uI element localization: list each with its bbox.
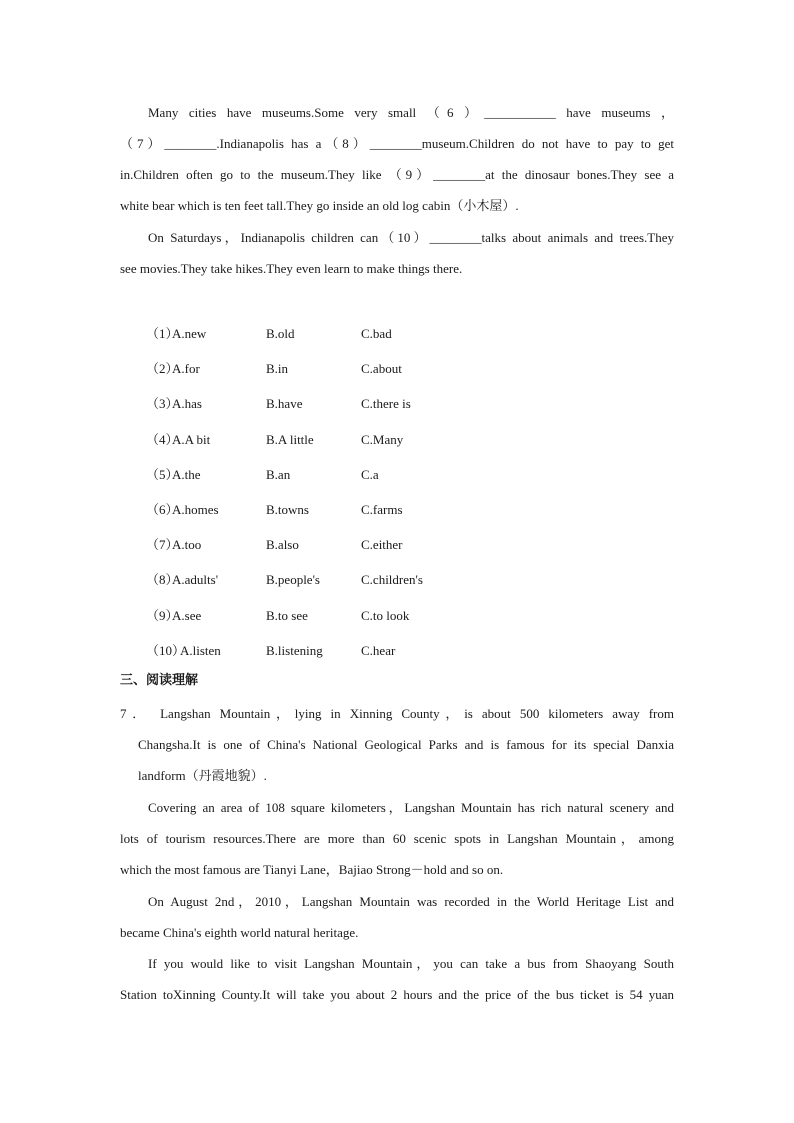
option-c: C.there is	[361, 396, 411, 412]
passage-line: white bear which is ten feet tall.They go inside an old log cabin（小木屋）.	[120, 198, 519, 213]
option-row	[146, 633, 466, 668]
passage-line: lots of tourism resources.There are more than 60 scenic spots in Langshan Mountain，among	[120, 831, 674, 846]
option-number: （1）	[146, 326, 179, 341]
option-a: A.A bit	[172, 431, 211, 447]
option-c: C.a	[361, 466, 379, 482]
option-b: B.A little	[266, 431, 314, 447]
passage-paragraph-3	[120, 792, 674, 885]
option-row	[146, 457, 466, 492]
passage-line: Changsha.It is one of China's National Geological Parks and is famous for its special Danxia	[138, 737, 674, 752]
option-c: C.either	[361, 537, 403, 553]
passage-paragraph-4	[120, 886, 674, 948]
option-number: （10）	[146, 642, 186, 658]
option-a: A.new	[172, 326, 207, 341]
option-row	[146, 386, 466, 421]
option-c: C.bad	[361, 326, 392, 341]
passage-line: Station toXinning County.It will take you about 2 hours and the price of the bus ticket is 54 yuan	[120, 987, 674, 1002]
option-number: （8）	[146, 572, 179, 588]
passage-line: On August 2nd，2010，Langshan Mountain was recorded in the World Heritage List and	[148, 894, 674, 909]
option-a: A.for	[172, 361, 200, 377]
option-row	[146, 316, 466, 351]
option-b: B.towns	[266, 501, 309, 517]
option-a: A.homes	[172, 501, 219, 517]
option-a: A.adults'	[172, 572, 219, 588]
passage-line: in.Children often go to the museum.They like （9）________at the dinosaur bones.They see a	[120, 167, 674, 182]
option-a: A.the	[172, 466, 201, 482]
option-b: B.listening	[266, 642, 323, 658]
option-row	[146, 527, 466, 562]
option-b: B.people's	[266, 572, 320, 588]
option-a: A.see	[172, 607, 202, 623]
option-row	[146, 351, 466, 386]
option-number: （7）	[146, 537, 179, 553]
option-c: C.children's	[361, 572, 423, 588]
option-c: C.to look	[361, 607, 410, 623]
option-b: B.an	[266, 466, 291, 482]
passage-paragraph-2	[120, 222, 674, 284]
passage-line: On Saturdays，Indianapolis children can（10）________talks about animals and trees.They	[148, 230, 674, 245]
option-b: B.have	[266, 396, 303, 412]
question-7-intro	[120, 698, 674, 791]
passage-line: landform（丹霞地貌）.	[138, 768, 267, 783]
passage-line: which the most famous are Tianyi Lane，Bajiao Strong－hold and so on.	[120, 862, 504, 877]
option-b: B.old	[266, 326, 295, 341]
option-c: C.about	[361, 361, 402, 377]
passage-line: Many cities have museums.Some very small （6 ）___________ have museums ，	[148, 105, 674, 120]
passage-line: Covering an area of 108 square kilometers，Langshan Mountain has rich natural scenery and	[148, 800, 674, 815]
passage-line: became China's eighth world natural heritage.	[120, 925, 359, 940]
passage-line: 7． Langshan Mountain，lying in Xinning County，is about 500 kilometers away from	[120, 706, 674, 721]
option-number: （9）	[146, 607, 179, 623]
option-number: （5）	[146, 466, 179, 482]
option-a: A.listen	[180, 642, 221, 658]
passage-line: see movies.They take hikes.They even learn to make things there.	[120, 261, 463, 276]
option-a: A.has	[172, 396, 202, 412]
option-row	[146, 562, 466, 597]
option-b: B.also	[266, 537, 299, 553]
option-row	[146, 598, 466, 633]
option-number: （3）	[146, 396, 179, 412]
option-c: C.farms	[361, 501, 403, 517]
option-c: C.hear	[361, 642, 396, 658]
passage-paragraph-5	[120, 948, 674, 1010]
option-number: （6）	[146, 501, 179, 517]
section-heading: 三、阅读理解	[120, 673, 199, 688]
passage-line: If you would like to visit Langshan Mountain，you can take a bus from Shaoyang South	[148, 956, 674, 971]
option-row	[146, 492, 466, 527]
passage-paragraph-1	[120, 97, 674, 221]
passage-line: （7）________.Indianapolis has a（8）________museum.Children do not have to pay to get	[120, 136, 674, 151]
answer-options-list	[146, 316, 466, 668]
option-number: （4）	[146, 431, 179, 447]
option-b: B.in	[266, 361, 289, 377]
option-c: C.Many	[361, 431, 404, 447]
option-number: （2）	[146, 361, 179, 377]
option-row	[146, 422, 466, 457]
option-a: A.too	[172, 537, 202, 553]
option-b: B.to see	[266, 607, 308, 623]
